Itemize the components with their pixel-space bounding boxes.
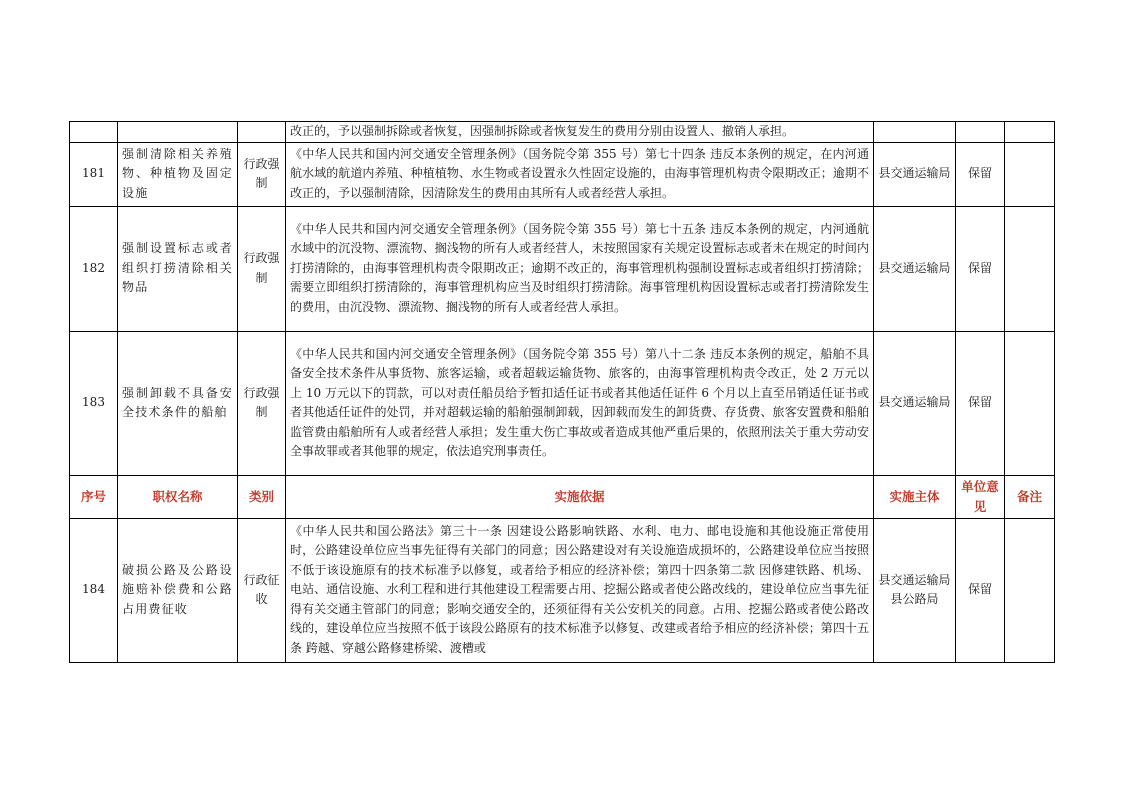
implementing-body: 县交通运输局 [874, 206, 956, 331]
table-row [70, 122, 1055, 143]
row-number: 184 [70, 518, 118, 662]
authority-type: 行政征收 [238, 518, 286, 662]
header-type: 类别 [238, 475, 286, 518]
authority-type: 行政强制 [238, 206, 286, 331]
legal-basis: 改正的，予以强制拆除或者恢复，因强制拆除或者恢复发生的费用分别由设置人、撤销人承担。 [286, 122, 874, 143]
header-basis: 实施依据 [286, 475, 874, 518]
remark [1005, 331, 1055, 475]
header-subject: 实施主体 [874, 475, 956, 518]
table-row [70, 331, 1055, 475]
table-row [70, 518, 1055, 662]
implementing-body: 县交通运输局县公路局 [874, 518, 956, 662]
row-number: 182 [70, 206, 118, 331]
authority-type [238, 122, 286, 143]
header-name: 职权名称 [118, 475, 238, 518]
unit-opinion [956, 122, 1005, 143]
legal-basis: 《中华人民共和国内河交通安全管理条例》（国务院令第 355 号）第八十二条 违反本条例的规定，船舶不具备安全技术条件从事货物、旅客运输，或者超载运输货物、旅客的，由海事管理机构责令改正，处 2 万元以上 10 万元以下的罚款，可以对责任船员给予暂扣适任证书或者其他适任证件 6 个月以上直至吊销适任证书或者其他适任证件的处罚，并对超载运输的船舶强制卸载，因卸载而发生的卸货费、存货费、旅客安置费和船舶监管费由船舶所有人或者经营人承担；发生重大伤亡事故或者造成其他严重后果的，依照刑法关于重大劳动安全事故罪或者其他罪的规定，依法追究刑事责任。 [286, 331, 874, 475]
table-row [70, 206, 1055, 331]
unit-opinion: 保留 [956, 142, 1005, 206]
row-number: 181 [70, 142, 118, 206]
unit-opinion: 保留 [956, 518, 1005, 662]
remark [1005, 122, 1055, 143]
authority-name: 强制卸载不具备安全技术条件的船舶 [118, 331, 238, 475]
implementing-body: 县交通运输局 [874, 331, 956, 475]
remark [1005, 206, 1055, 331]
table-header-row [70, 475, 1055, 518]
row-number [70, 122, 118, 143]
legal-basis: 《中华人民共和国内河交通安全管理条例》（国务院令第 355 号）第七十四条 违反本条例的规定，在内河通航水域的航道内养殖、种植植物、水生物或者设置永久性固定设施的，由海事管理机构责令限期改正；逾期不改正的，予以强制清除，因清除发生的费用由其所有人或者经营人承担。 [286, 142, 874, 206]
unit-opinion: 保留 [956, 331, 1005, 475]
authority-table [69, 121, 1055, 663]
row-number: 183 [70, 331, 118, 475]
legal-basis: 《中华人民共和国公路法》第三十一条 因建设公路影响铁路、水利、电力、邮电设施和其他设施正常使用时，公路建设单位应当事先征得有关部门的同意；因公路建设对有关设施造成损坏的，公路建设单位应当按照不低于该设施原有的技术标准予以修复，或者给予相应的经济补偿；第四十四条第二款 因修建铁路、机场、电站、通信设施、水利工程和进行其他建设工程需要占用、挖掘公路或者使公路改线的，建设单位应当事先征得有关交通主管部门的同意；影响交通安全的，还须征得有关公安机关的同意。占用、挖掘公路或者使公路改线的，建设单位应当按照不低于该段公路原有的技术标准予以修复、改建或者给予相应的经济补偿；第四十五条 跨越、穿越公路修建桥梁、渡槽或 [286, 518, 874, 662]
authority-name [118, 122, 238, 143]
authority-name: 强制清除相关养殖物、种植物及固定设施 [118, 142, 238, 206]
authority-type: 行政强制 [238, 142, 286, 206]
remark [1005, 142, 1055, 206]
remark [1005, 518, 1055, 662]
unit-opinion: 保留 [956, 206, 1005, 331]
header-no: 序号 [70, 475, 118, 518]
authority-name: 强制设置标志或者组织打捞清除相关物品 [118, 206, 238, 331]
authority-type: 行政强制 [238, 331, 286, 475]
header-remark: 备注 [1005, 475, 1055, 518]
implementing-body [874, 122, 956, 143]
implementing-body: 县交通运输局 [874, 142, 956, 206]
legal-basis: 《中华人民共和国内河交通安全管理条例》（国务院令第 355 号）第七十五条 违反本条例的规定，内河通航水域中的沉没物、漂流物、搁浅物的所有人或者经营人，未按照国家有关规定设置标志或者未在规定的时间内打捞清除的，由海事管理机构责令限期改正；逾期不改正的，海事管理机构强制设置标志或者组织打捞清除；需要立即组织打捞清除的，海事管理机构应当及时组织打捞清除。海事管理机构因设置标志或者打捞清除发生的费用，由沉没物、漂流物、搁浅物的所有人或者经营人承担。 [286, 206, 874, 331]
header-opinion: 单位意见 [956, 475, 1005, 518]
authority-name: 破损公路及公路设施赔补偿费和公路占用费征收 [118, 518, 238, 662]
table-row [70, 142, 1055, 206]
